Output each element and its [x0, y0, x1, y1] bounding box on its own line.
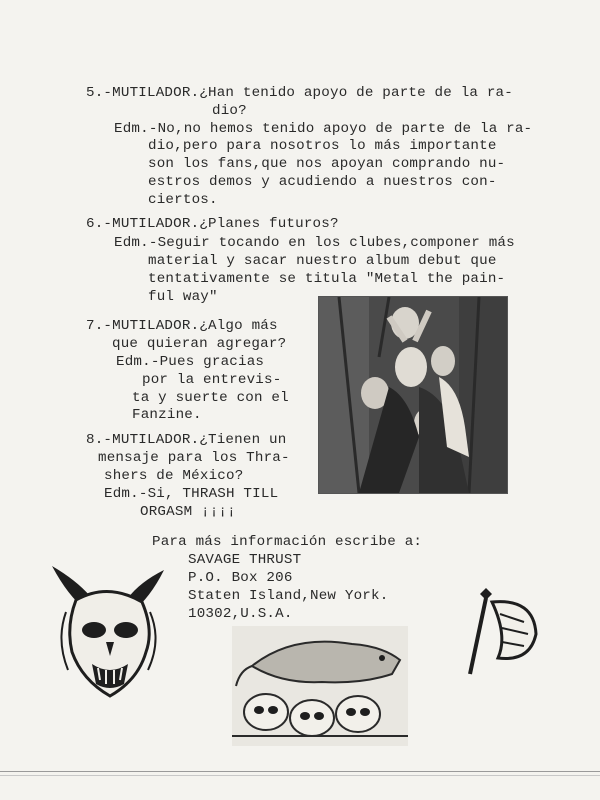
page-edge — [0, 771, 600, 772]
q8-line: 8.-MUTILADOR.¿Tienen un — [86, 432, 287, 448]
q7-line: 7.-MUTILADOR.¿Algo más — [86, 318, 278, 334]
q8-line: Edm.-Si, THRASH TILL — [104, 486, 279, 502]
q6-answer-line: ful way" — [148, 289, 218, 305]
q8-line: ORGASM ¡¡¡¡ — [140, 504, 236, 520]
demon-skull-illustration — [46, 560, 170, 702]
q6-answer-line: Edm.-Seguir tocando en los clubes,componer más — [114, 235, 515, 251]
q8-line: mensaje para los Thra- — [98, 450, 290, 466]
contact-intro: Para más información escribe a: — [152, 534, 423, 550]
contact-line: SAVAGE THRUST — [188, 552, 302, 568]
q7-line: Edm.-Pues gracias — [116, 354, 265, 370]
q5-answer-line: son los fans,que nos apoyan comprando nu- — [148, 156, 506, 172]
q5-question-cont: dio? — [212, 103, 247, 119]
rat-on-skulls-illustration — [232, 626, 408, 746]
q5-answer-line: Edm.-No,no hemos tenido apoyo de parte de la ra- — [114, 121, 533, 137]
contact-line: P.O. Box 206 — [188, 570, 293, 586]
q5-answer-line: estros demos y acudiendo a nuestros con- — [148, 174, 497, 190]
page-edge-shadow — [0, 775, 600, 776]
q5-answer-line: ciertos. — [148, 192, 218, 208]
q7-line: por la entrevis- — [142, 372, 282, 388]
q5-question: 5.-MUTILADOR.¿Han tenido apoyo de parte de la ra- — [86, 85, 513, 101]
q5-answer-line: dio,pero para nosotros lo más importante — [148, 138, 497, 154]
q7-line: ta y suerte con el — [132, 390, 289, 406]
contact-line: 10302,U.S.A. — [188, 606, 293, 622]
q7-line: Fanzine. — [132, 407, 202, 423]
q6-question: 6.-MUTILADOR.¿Planes futuros? — [86, 216, 339, 232]
band-photo — [318, 296, 508, 494]
q6-answer-line: material y sacar nuestro album debut que — [148, 253, 497, 269]
contact-line: Staten Island,New York. — [188, 588, 389, 604]
q7-line: que quieran agregar? — [112, 336, 287, 352]
q6-answer-line: tentativamente se titula "Metal the pain- — [148, 271, 506, 287]
q8-line: shers de México? — [104, 468, 244, 484]
axe-illustration — [446, 584, 542, 680]
